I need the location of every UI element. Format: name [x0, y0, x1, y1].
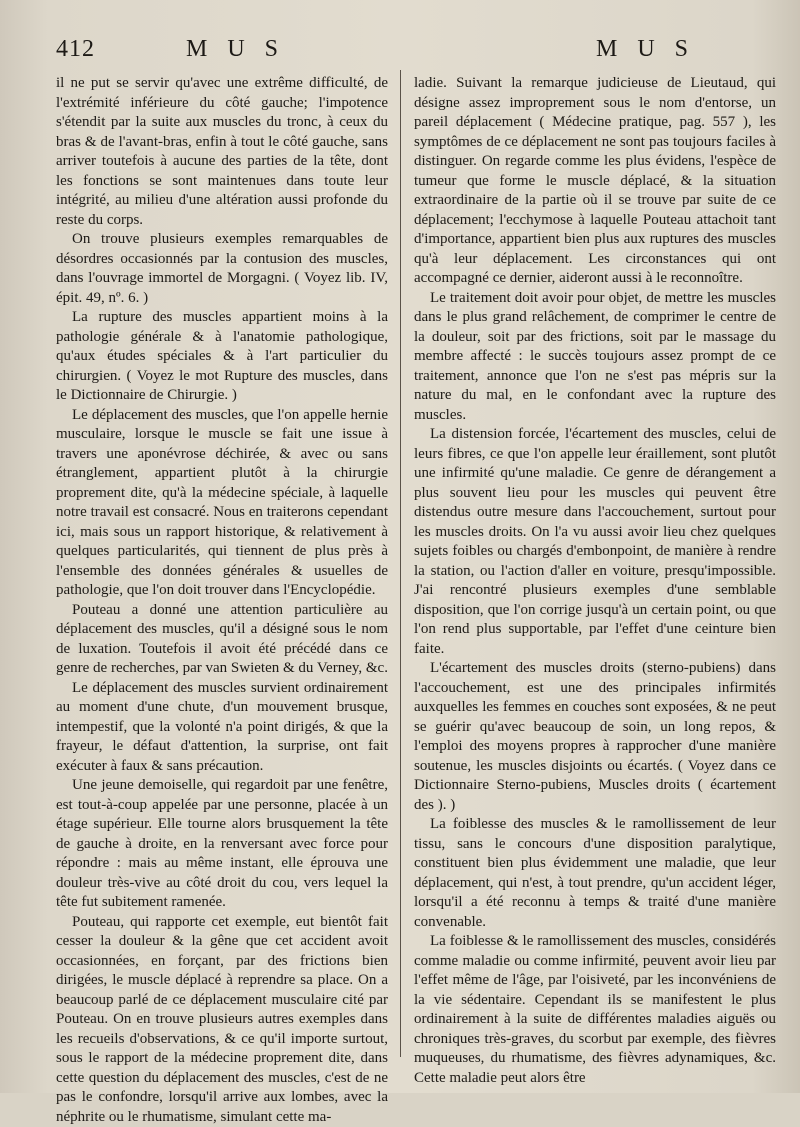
running-head-right: M U S	[596, 36, 695, 63]
paragraph: Le déplacement des muscles, que l'on appelle hernie musculaire, lorsque le muscle se fait une issue à travers une aponévrose déchirée, & avec ou sans étranglement, appartient plutôt à la chirurgie proprement dite, qu'à la médecine spéciale, à laquelle notre travail est consacré. Nous en traiterons cependant ici, mais sous un rapport historique, & relativement à quelques particularités, qui tiennent de plus près à l'ensemble des données générales & usuelles de pathologie, que l'on doit trouver dans l'Encyclopédie.	[56, 406, 388, 601]
paragraph: L'écartement des muscles droits (sterno-pubiens) dans l'accouchement, est une des principales infirmités auxquelles les femmes en couches sont exposées, & ne peut se guérir qu'avec beaucoup de soin, un long repos, & l'emploi des moyens propres à rapprocher d'une manière soutenue, les muscles disjoints ou écartés. ( Voyez dans ce Dictionnaire Sterno-pubiens, Muscles droits ( écartement des ). )	[414, 659, 776, 815]
running-head-left: M U S	[186, 36, 285, 63]
page-number: 412	[56, 36, 95, 63]
paragraph: La foiblesse & le ramollissement des muscles, considérés comme maladie ou comme infirmité, peuvent avoir lieu par l'effet même de l'âge, par l'oisiveté, par les inconvéniens de la vie sédentaire. Cependant ils se manifestent le plus ordinairement à la suite de différentes maladies aiguës ou chroniques très-graves, du scorbut par exemple, des fièvres muqueuses, du rhumatisme, des fièvres adynamiques, &c. Cette maladie peut alors être	[414, 932, 776, 1088]
column-divider	[400, 70, 401, 1057]
paragraph: Le traitement doit avoir pour objet, de mettre les muscles dans le plus grand relâchement, de comprimer le centre de la douleur, soit par des frictions, soit par le massage du membre affecté : le succès toujours assez prompt de ce traitement, annonce que l'on ne s'est pas mépris sur la nature du mal, en le confondant avec la rupture des muscles.	[414, 289, 776, 426]
paragraph: Pouteau, qui rapporte cet exemple, eut bientôt fait cesser la douleur & la gêne que cet accident avoit occasionnées, en forçant, par des frictions bien dirigées, le muscle déplacé à reprendre sa place. On a beaucoup parlé de ce déplacement musculaire cité par Pouteau. On en trouve plusieurs autres exemples dans les recueils d'observations, & ce qu'il importe surtout, sous le rapport de la médecine proprement dite, dans cette question du déplacement des muscles, c'est de ne pas le confondre, lorsqu'il arrive aux lombes, avec la néphrite ou le rhumatisme, simulant cette ma-	[56, 913, 388, 1127]
paragraph: On trouve plusieurs exemples remarquables de désordres occasionnés par la contusion des muscles, dans l'ouvrage immortel de Morgagni. ( Voyez lib. IV, épit. 49, nº. 6. )	[56, 230, 388, 308]
paragraph: Le déplacement des muscles survient ordinairement au moment d'une chute, d'un mouvement brusque, intempestif, que la volonté n'a point dirigés, & que la frayeur, le défaut d'attention, la surprise, ont fait exécuter à faux & sans précaution.	[56, 679, 388, 777]
paragraph: il ne put se servir qu'avec une extrême difficulté, de l'extrémité inférieure du côté gauche; l'impotence s'étendit par la suite aux muscles du tronc, à ceux du bras & de l'avant-bras, enfin à tout le côté gauche, sans arriver toutefois à aucune des parties de la tête, dont les fonctions se sont maintenues dans toute leur intégrité, au milieu d'une altération aussi profonde du reste du corps.	[56, 74, 388, 230]
paragraph: La rupture des muscles appartient moins à la pathologie générale & à l'anatomie pathologique, qu'aux études spéciales & à l'art particulier du chirurgien. ( Voyez le mot Rupture des muscles, dans le Dictionnaire de Chirurgie. )	[56, 308, 388, 406]
paragraph: ladie. Suivant la remarque judicieuse de Lieutaud, qui désigne assez improprement sous le nom d'entorse, un pareil déplacement ( Médecine pratique, pag. 557 ), les symptômes de ce déplacement ne sont pas toujours faciles à distinguer. On regarde comme les plus évidens, l'espèce de tumeur que forme le muscle déplacé, & la situation extraordinaire de la partie où il se trouve par suite de ce déplacement; l'ecchymose à laquelle Pouteau attachoit tant d'importance, appartient bien plus aux ruptures des muscles qu'à leur déplacement. Les circonstances qui ont accompagné ce dernier, aideront aussi à le reconnoître.	[414, 74, 776, 289]
right-column	[414, 74, 776, 1063]
paragraph: La distension forcée, l'écartement des muscles, celui de leurs fibres, ce que l'on appelle leur éraillement, sont plutôt une infirmité qu'une maladie. Ce genre de dérangement a plus souvent lieu pour les muscles qui peuvent être distendus outre mesure dans l'accouchement, surtout pour les muscles droits. On l'a vu aussi avoir lieu chez quelques sujets foibles ou chargés d'embonpoint, de manière à rendre la station, ou l'action d'aller en voiture, presqu'impossible. J'ai rencontré plusieurs exemples d'une semblable disposition, que l'on corrige jusqu'à un certain point, ou que l'on rend plus supportable, par l'effet d'une ceinture bien faite.	[414, 425, 776, 659]
paragraph: Pouteau a donné une attention particulière au déplacement des muscles, qu'il a désigné sous le nom de luxation. Toutefois il avoit été précédé dans ce genre de recherches, par van Swieten & du Verney, &c.	[56, 601, 388, 679]
page-header	[56, 36, 772, 70]
paragraph: La foiblesse des muscles & le ramollissement de leur tissu, sans le concours d'une disposition paralytique, constituent bien plus évidemment une maladie, que leur déplacement, qui n'est, à tout prendre, qu'un accident léger, lorsqu'il a été reconnu à temps & traité d'une manière convenable.	[414, 815, 776, 932]
left-column	[56, 74, 388, 1063]
paragraph: Une jeune demoiselle, qui regardoit par une fenêtre, est tout-à-coup appelée par une personne, placée à un étage supérieur. Elle tourne alors brusquement la tête de gauche à droite, en la renversant avec force pour répondre : mais au même instant, elle éprouva une douleur très-vive au côté droit du cou, vers lequel la tête fut subitement ramenée.	[56, 776, 388, 913]
